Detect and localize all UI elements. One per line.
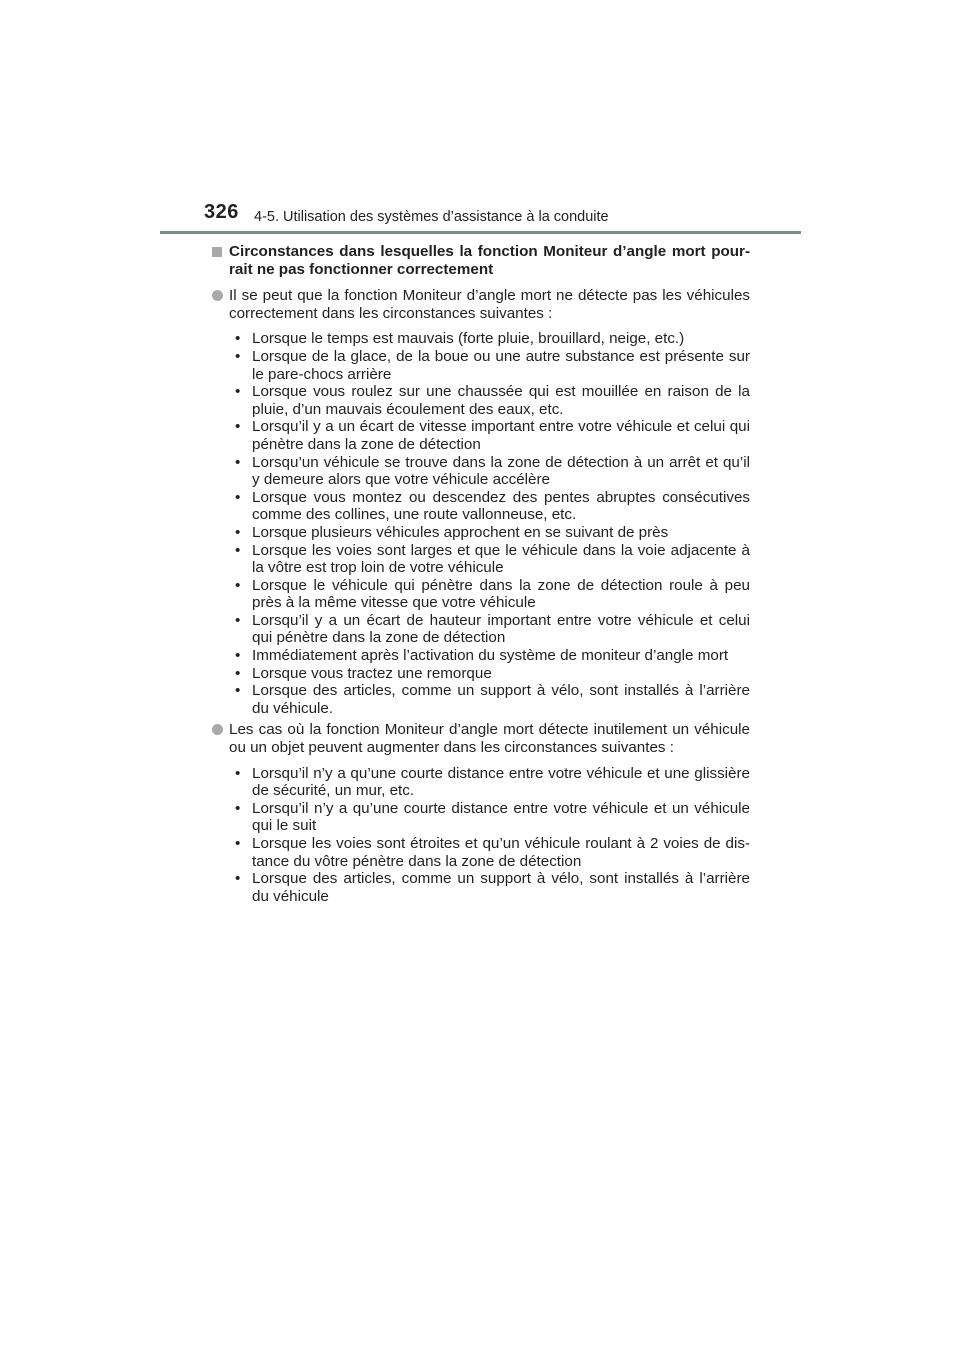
circle-bullet-icon	[212, 290, 223, 301]
dot-marker-icon: •	[235, 647, 241, 665]
condition-list	[212, 765, 750, 906]
list-item: • Lorsqu’il n’y a qu’une courte distance entre votre véhicule et un véhicule qui le suit	[235, 799, 750, 835]
list-item: • Lorsque le temps est mauvais (forte pluie, brouillard, neige, etc.)	[235, 330, 685, 348]
list-item: • Lorsque vous roulez sur une chaussée qui est mouillée en raison de la pluie, d’un mauvais écoulement des eaux, etc.	[235, 383, 750, 418]
dot-marker-icon: •	[235, 870, 241, 888]
dot-marker-icon: •	[235, 576, 241, 594]
section-heading	[212, 243, 750, 278]
dot-marker-icon: •	[235, 611, 241, 629]
bullet-paragraph	[212, 721, 750, 756]
list-item: • Lorsque vous tractez une remorque	[235, 664, 492, 682]
square-bullet-icon	[212, 247, 222, 257]
list-item: • Lorsque des articles, comme un support à vélo, sont installés à l’arrière du véhicule	[235, 870, 750, 905]
circle-bullet-icon	[212, 724, 223, 735]
condition-list	[212, 330, 750, 717]
header-rule	[160, 231, 801, 234]
list-item: • Immédiatement après l’activation du système de moniteur d’angle mort	[235, 647, 729, 665]
dot-marker-icon: •	[235, 383, 241, 401]
dot-marker-icon: •	[235, 330, 241, 348]
list-item: • Lorsque les voies sont étroites et qu’un véhicule roulant à 2 voies de dis-tance du vôtre pénètre dans la zone de détection	[235, 835, 750, 870]
list-item: • Lorsqu’il y a un écart de vitesse important entre votre véhicule et celui qui pénètre dans la zone de détection	[235, 418, 750, 453]
dot-marker-icon: •	[235, 541, 241, 559]
page-content	[212, 243, 750, 909]
list-item: • Lorsqu’il y a un écart de hauteur important entre votre véhicule et celui qui pénètre dans la zone de détection	[235, 611, 750, 647]
dot-marker-icon: •	[235, 835, 241, 852]
list-item: • Lorsque le véhicule qui pénètre dans la zone de détection roule à peu près à la même vitesse que votre véhicule	[235, 576, 750, 612]
section-heading-text: Circonstances dans lesquelles la fonction Moniteur d’angle mort pour-rait ne pas fonctionner correctement	[229, 243, 750, 278]
list-item: • Lorsqu’il n’y a qu’une courte distance entre votre véhicule et une glissière de sécurité, un mur, etc.	[235, 764, 750, 800]
bullet-paragraph	[212, 287, 750, 322]
dot-marker-icon: •	[235, 523, 241, 541]
page-number: 326	[204, 201, 239, 223]
list-item: • Lorsque des articles, comme un support à vélo, sont installés à l’arrière du véhicule.	[235, 682, 750, 717]
list-item: • Lorsque les voies sont larges et que le véhicule dans la voie adjacente à la vôtre est trop loin de votre véhicule	[235, 541, 750, 577]
dot-marker-icon: •	[235, 799, 241, 817]
bullet-text: Il se peut que la fonction Moniteur d’angle mort ne détecte pas les véhicules correctement dans les circonstances suivantes :	[229, 287, 750, 322]
bullet-text: Les cas où la fonction Moniteur d’angle mort détecte inutilement un véhicule ou un objet peuvent augmenter dans les circonstances suivantes :	[229, 721, 750, 757]
dot-marker-icon: •	[235, 664, 241, 682]
dot-marker-icon: •	[235, 418, 241, 436]
page-header	[0, 0, 960, 240]
section-title: 4-5. Utilisation des systèmes d’assistance à la conduite	[254, 209, 609, 225]
dot-marker-icon: •	[235, 764, 241, 782]
list-item: • Lorsque plusieurs véhicules approchent en se suivant de près	[235, 523, 669, 541]
list-item: • Lorsque de la glace, de la boue ou une autre substance est présente sur le pare-chocs arrière	[235, 347, 750, 383]
list-item: • Lorsque vous montez ou descendez des pentes abruptes consécutives comme des collines, une route vallonneuse, etc.	[235, 488, 750, 524]
dot-marker-icon: •	[235, 347, 241, 365]
dot-marker-icon: •	[235, 488, 241, 506]
dot-marker-icon: •	[235, 453, 241, 471]
dot-marker-icon: •	[235, 682, 241, 700]
list-item: • Lorsqu’un véhicule se trouve dans la zone de détection à un arrêt et qu’il y demeure alors que votre véhicule accélère	[235, 453, 750, 489]
